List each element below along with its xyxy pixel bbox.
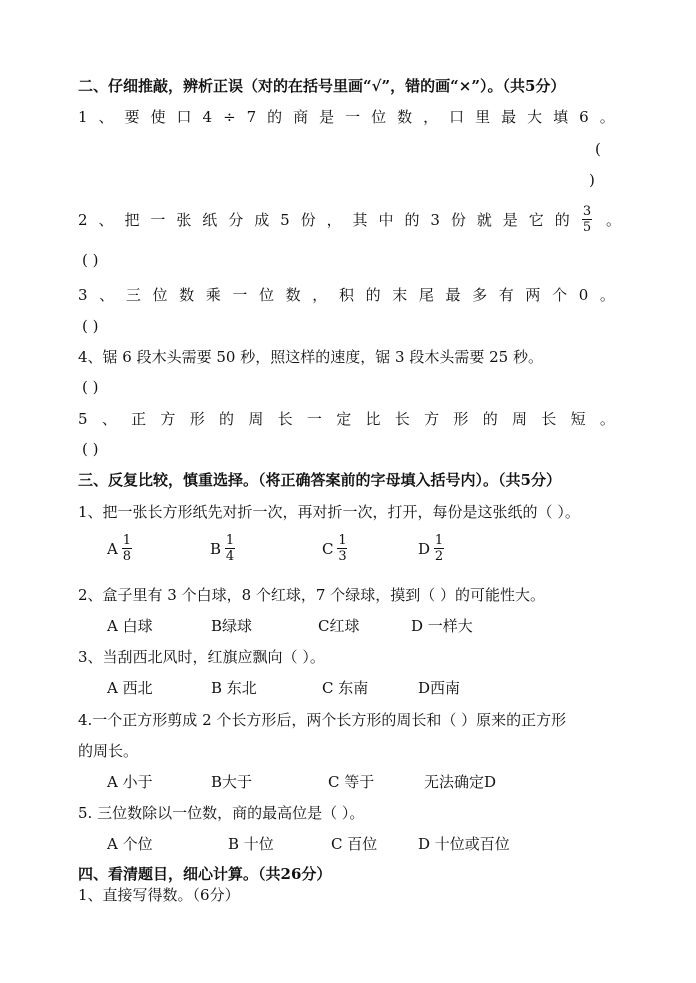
question-char: 短: [570, 410, 586, 428]
question-char: 分: [228, 210, 244, 229]
question-char: 长: [277, 410, 293, 428]
s3-q1-option-b[interactable]: [210, 533, 235, 564]
frac-den: 4: [225, 549, 235, 564]
frac-num: 1: [225, 533, 235, 548]
frac-den: 2: [434, 549, 444, 564]
question-char: 数: [285, 286, 301, 304]
s2-q1-paren-open: (: [595, 140, 601, 158]
s3-q4-option-d[interactable]: 无法确定D: [424, 773, 497, 791]
question-char: 。: [599, 410, 615, 428]
s2-question-5: [78, 409, 615, 429]
question-char: 份: [300, 210, 316, 229]
question-char: 最: [445, 286, 461, 304]
question-char: 正: [131, 410, 147, 428]
frac-num: 1: [122, 533, 131, 548]
s3-q2-option-a[interactable]: A 白球: [107, 617, 153, 635]
s3-question-2: 2、盒子里有 3 个白球，8 个红球，7 个绿球，摸到（ ）的可能性大。: [78, 586, 546, 604]
frac-num: 1: [434, 533, 444, 548]
question-char: 数: [397, 108, 413, 126]
question-char: 是: [502, 210, 518, 229]
s3-q3-option-b[interactable]: B 东北: [211, 679, 257, 697]
question-char: 5: [78, 410, 88, 428]
question-char: 、: [99, 286, 115, 304]
question-char: 有: [498, 286, 514, 304]
s3-q5-option-a[interactable]: A 个位: [107, 835, 153, 853]
s2-q2-fraction: [582, 204, 592, 235]
question-char: 。: [599, 286, 615, 304]
question-char: 长: [394, 410, 410, 428]
section4-heading: 四、看清题目，细心计算。（共26分）: [78, 865, 332, 883]
question-char: 把: [124, 210, 140, 229]
question-char: 方: [424, 410, 440, 428]
question-char: 一: [232, 286, 248, 304]
question-char: 多: [472, 286, 488, 304]
question-char: 、: [98, 108, 114, 126]
question-char: 2: [78, 210, 88, 229]
question-char: 位: [152, 286, 168, 304]
s3-question-4-cont: 的周长。: [78, 742, 139, 760]
question-char: 形: [453, 410, 469, 428]
question-char: 数: [179, 286, 195, 304]
question-char: 商: [293, 108, 309, 126]
s3-q2-option-b[interactable]: B绿球: [211, 617, 253, 635]
s3-question-3: 3、当刮西北风时，红旗应飘向（ ）。: [78, 648, 325, 666]
s2-q4-answer-paren[interactable]: ( ): [82, 378, 99, 396]
question-char: 中: [378, 210, 394, 229]
s3-q2-option-c[interactable]: C红球: [318, 617, 360, 635]
frac-den: 5: [582, 220, 592, 235]
s3-q5-option-b[interactable]: B 十位: [228, 835, 274, 853]
question-char: 三: [125, 286, 141, 304]
s3-q1-option-d[interactable]: [418, 533, 444, 564]
question-char: 4: [202, 108, 213, 126]
question-char: 填: [553, 108, 569, 126]
question-char: 、: [101, 410, 117, 428]
option-fraction: [122, 533, 132, 564]
question-char: 大: [527, 108, 543, 126]
question-char: 尾: [418, 286, 434, 304]
s2-question-2: [78, 204, 621, 235]
s3-q3-option-d[interactable]: D西南: [418, 679, 461, 697]
question-char: 7: [246, 108, 257, 126]
question-char: 形: [189, 410, 205, 428]
question-char: 份: [450, 210, 466, 229]
question-char: 乘: [205, 286, 221, 304]
option-fraction: [434, 533, 444, 564]
s3-question-1: 1、把一张长方形纸先对折一次，再对折一次，打开，每份是这张纸的（ ）。: [78, 503, 580, 521]
question-char: 1: [78, 108, 88, 126]
question-char: ，: [312, 286, 328, 304]
question-char: 3: [430, 210, 440, 229]
question-char: 纸: [202, 210, 218, 229]
question-char: ，: [423, 108, 439, 126]
s2-q2-tail: 。: [606, 210, 622, 229]
question-char: 的: [482, 410, 498, 428]
question-char: 位: [259, 286, 275, 304]
s3-question-5: 5. 三位数除以一位数，商的最高位是（ ）。: [78, 804, 365, 822]
question-char: 一: [345, 108, 361, 126]
question-char: 末: [392, 286, 408, 304]
question-char: 最: [501, 108, 517, 126]
frac-den: 8: [122, 549, 131, 564]
question-char: 一: [150, 210, 166, 229]
frac-den: 3: [338, 549, 347, 564]
question-char: 它: [528, 210, 544, 229]
question-char: 口: [176, 108, 192, 126]
s2-q3-answer-paren[interactable]: ( ): [82, 317, 99, 335]
question-char: 长: [541, 410, 557, 428]
s4-question-1: 1、直接写得数。（6分）: [78, 886, 240, 904]
s2-q2-text: [78, 210, 570, 230]
s3-question-4: 4.一个正方形剪成 2 个长方形后，两个长方形的周长和（ ）原来的正方形: [78, 711, 567, 729]
option-fraction: [225, 533, 235, 564]
s3-q4-option-b[interactable]: B大于: [211, 773, 253, 791]
s2-q1-paren-close: ): [589, 171, 595, 189]
option-letter: A: [107, 539, 118, 558]
question-char: ÷: [223, 108, 236, 126]
question-char: 使: [150, 108, 166, 126]
question-char: 的: [267, 108, 283, 126]
s2-question-3: [78, 285, 615, 305]
question-char: 成: [254, 210, 270, 229]
question-char: 方: [160, 410, 176, 428]
section2-heading: 二、仔细推敲，辨析正误（对的在括号里画“√”，错的画“×”）。（共5分）: [78, 77, 566, 95]
question-char: 积: [338, 286, 354, 304]
s2-q5-answer-paren[interactable]: ( ): [82, 440, 99, 458]
question-char: 周: [248, 410, 264, 428]
question-char: 。: [599, 108, 615, 126]
s3-q1-option-a[interactable]: [107, 533, 132, 564]
question-char: 0: [578, 286, 589, 304]
question-char: 的: [554, 210, 570, 229]
question-char: 是: [319, 108, 335, 126]
s2-question-1: [78, 107, 615, 127]
question-char: 口: [449, 108, 465, 126]
question-char: 5: [280, 210, 290, 229]
s3-q3-option-c[interactable]: C 东南: [322, 679, 369, 697]
question-char: 张: [176, 210, 192, 229]
question-char: 3: [78, 286, 88, 304]
question-char: 就: [476, 210, 492, 229]
question-char: 6: [579, 108, 589, 126]
s3-q5-option-d[interactable]: D 十位或百位: [418, 835, 510, 853]
frac-num: 3: [582, 204, 592, 219]
question-char: 的: [404, 210, 420, 229]
s3-q4-option-a[interactable]: A 小于: [107, 773, 153, 791]
question-char: 的: [365, 286, 381, 304]
s3-q4-option-c[interactable]: C 等于: [328, 773, 375, 791]
s3-q5-option-c[interactable]: C 百位: [331, 835, 378, 853]
question-char: 要: [124, 108, 140, 126]
s3-q1-option-c[interactable]: [322, 533, 347, 564]
option-fraction: [337, 533, 347, 564]
option-letter: C: [322, 539, 334, 558]
question-char: 位: [371, 108, 387, 126]
question-char: 的: [219, 410, 235, 428]
option-letter: D: [418, 539, 431, 558]
question-char: 、: [98, 210, 114, 229]
question-char: 个: [552, 286, 568, 304]
frac-num: 1: [338, 533, 347, 548]
question-char: 其: [352, 210, 368, 229]
question-char: 定: [336, 410, 352, 428]
option-letter: B: [210, 539, 222, 558]
s3-q2-option-d[interactable]: D 一样大: [411, 617, 473, 635]
question-char: 两: [525, 286, 541, 304]
question-char: ，: [326, 210, 342, 229]
question-char: 里: [475, 108, 491, 126]
question-char: 一: [306, 410, 322, 428]
s3-q3-option-a[interactable]: A 西北: [107, 679, 153, 697]
question-char: 比: [365, 410, 381, 428]
question-char: 周: [511, 410, 527, 428]
section3-heading: 三、反复比较，慎重选择。（将正确答案前的字母填入括号内）。（共5分）: [78, 471, 561, 489]
s2-q2-answer-paren[interactable]: ( ): [82, 251, 99, 269]
s2-question-4: 4、锯 6 段木头需要 50 秒，照这样的速度，锯 3 段木头需要 25 秒。: [78, 348, 543, 366]
